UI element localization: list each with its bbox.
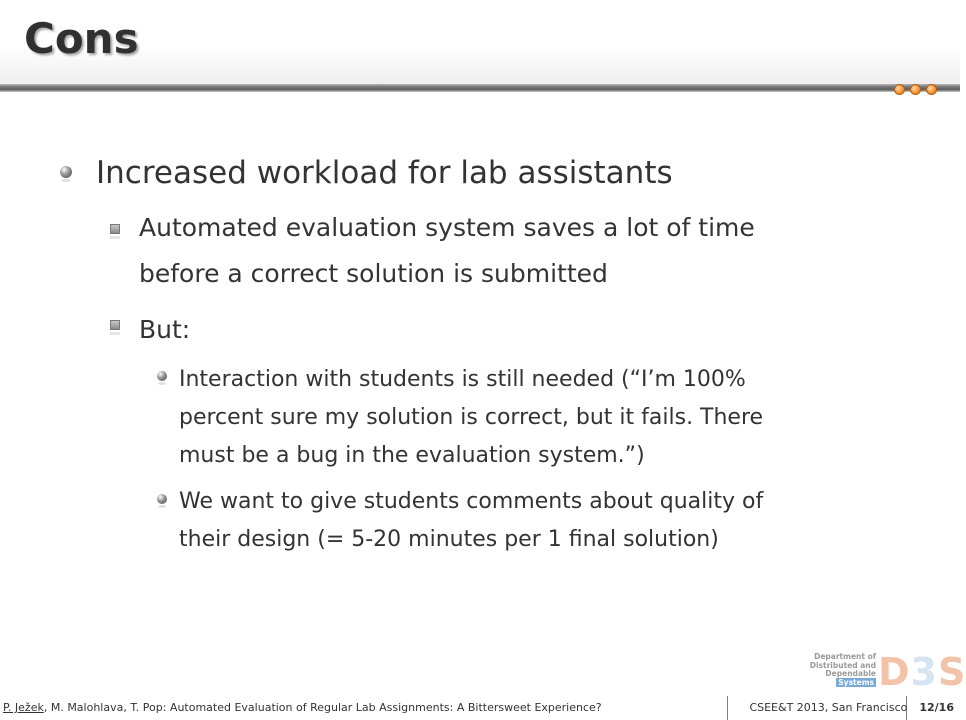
logo-mark-letter: D	[878, 650, 911, 694]
logo-line: Systems	[838, 677, 874, 687]
slide-footer	[0, 696, 960, 720]
citation-text: , M. Malohlava, T. Pop: Automated Evaluation of Regular Lab Assignments: A Bittersweet Experience?	[43, 701, 602, 714]
conference-text: CSEE&T 2013, San Francisco	[749, 701, 908, 714]
author-link[interactable]: P. Ježek	[3, 701, 44, 714]
logo-line: Dependable	[825, 669, 876, 678]
logo-mark-digit: 3	[910, 650, 938, 694]
bullet-level2-continuation: before a correct solution is submitted	[139, 259, 608, 288]
square-bullet-icon	[110, 224, 120, 234]
square-bullet-icon	[110, 320, 120, 330]
bullet-level3-continuation: their design (= 5-20 minutes per 1 final solution)	[179, 527, 719, 552]
d3s-logo	[790, 650, 966, 696]
round-bullet-icon	[157, 371, 167, 381]
logo-line: Department of	[814, 652, 876, 661]
logo-mark-letter: S	[938, 650, 966, 694]
slide-title: Cons	[24, 14, 139, 63]
logo-line: Distributed and	[809, 660, 876, 670]
footer-right	[749, 701, 954, 714]
bullet-level2: Automated evaluation system saves a lot of time	[139, 213, 755, 242]
bullet-level3-continuation: percent sure my solution is correct, but it fails. There	[179, 405, 764, 430]
logo-caption	[790, 653, 876, 687]
logo-mark	[878, 650, 966, 694]
round-bullet-icon	[60, 166, 72, 178]
bullet-level2: But:	[139, 315, 191, 344]
bullet-level3: We want to give students comments about quality of	[179, 489, 764, 514]
round-bullet-icon	[157, 494, 167, 504]
bullet-level1: Increased workload for lab assistants	[96, 155, 673, 191]
footer-divider	[727, 696, 728, 720]
footer-citation	[3, 701, 602, 714]
bullet-level3-continuation: must be a bug in the evaluation system.”)	[179, 443, 645, 468]
bullet-level3: Interaction with students is still needed (“I’m 100%	[179, 367, 746, 392]
page-number: 12/16	[919, 701, 954, 714]
